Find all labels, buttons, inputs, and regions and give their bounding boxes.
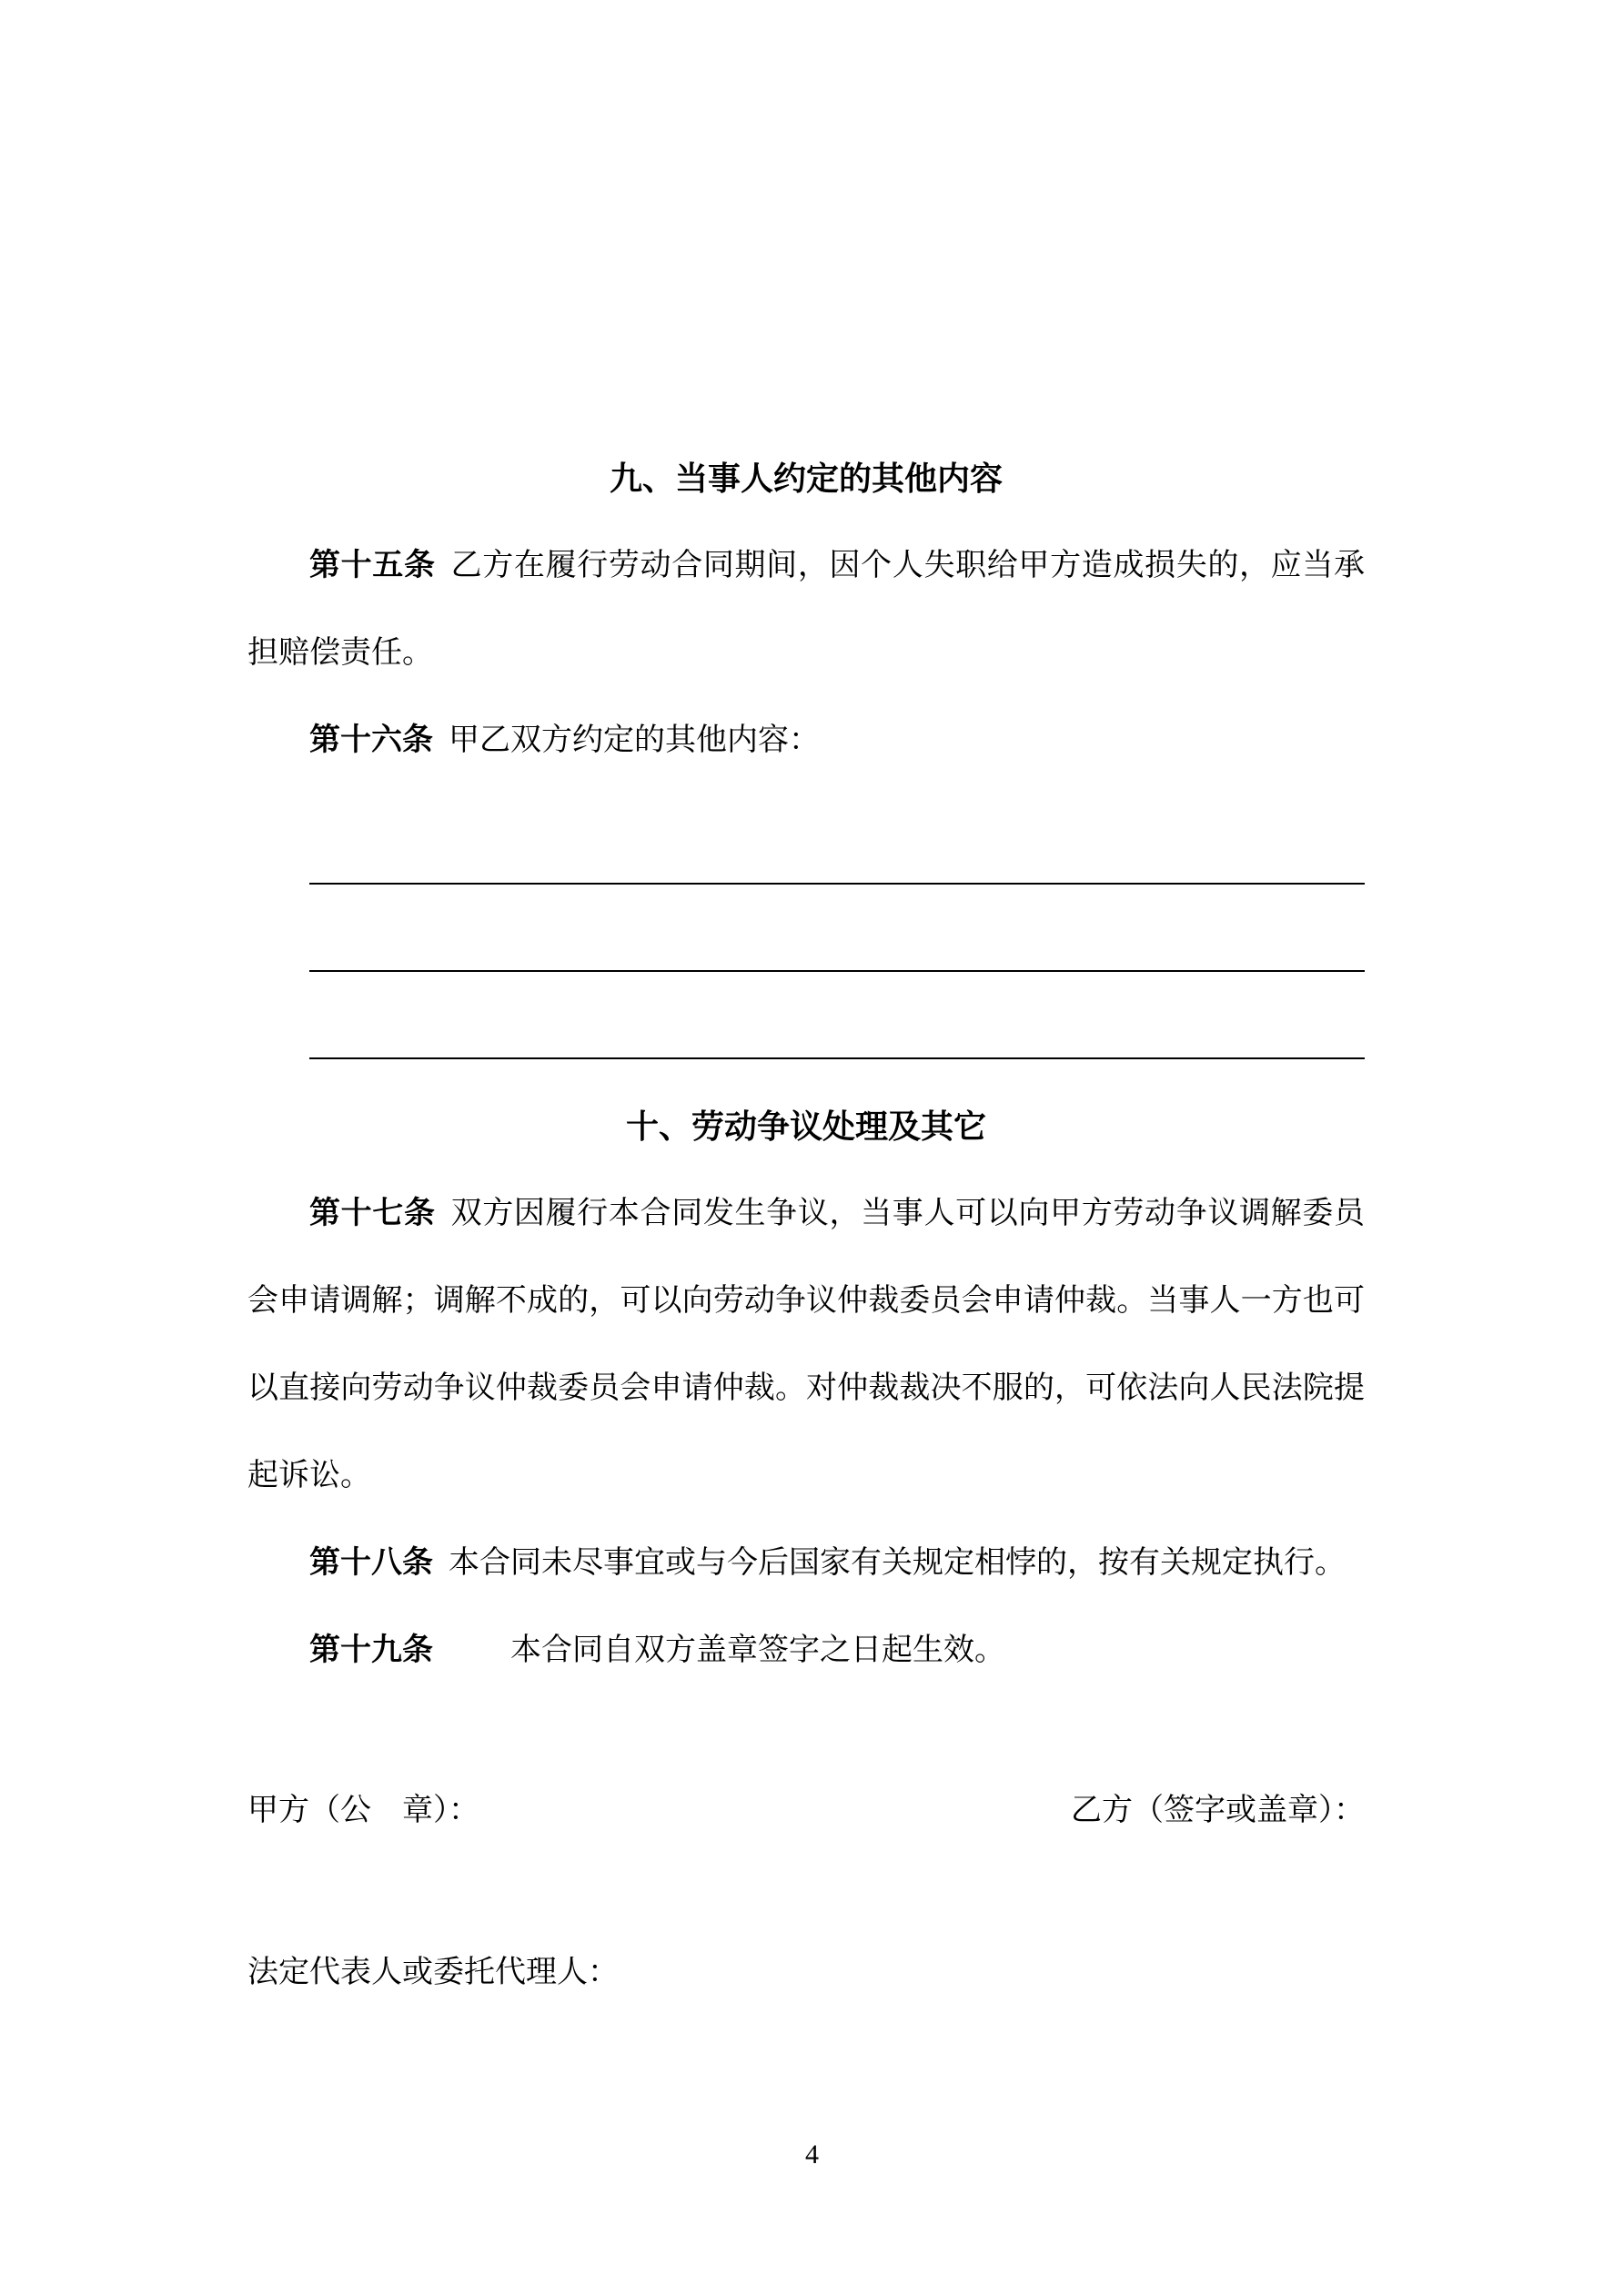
fill-in-area bbox=[247, 797, 1365, 1059]
article-15-text: 乙方在履行劳动合同期间，因个人失职给甲方造成损失的，应当承担赔偿责任。 bbox=[247, 549, 1365, 670]
fill-in-line-1 bbox=[309, 797, 1365, 885]
fill-in-line-2 bbox=[309, 885, 1365, 972]
article-19-label: 第十九条 bbox=[309, 1633, 433, 1667]
page-content bbox=[247, 435, 1365, 2017]
party-a-seal-label: 甲方（公 章）： bbox=[247, 1794, 479, 1827]
article-17-label: 第十七条 bbox=[309, 1197, 436, 1230]
section-10-heading: 十、劳动争议处理及其它 bbox=[625, 1108, 986, 1145]
paragraph-article-15 bbox=[247, 522, 1365, 697]
paragraph-article-16 bbox=[247, 697, 1365, 784]
paragraph-article-19 bbox=[247, 1607, 1365, 1694]
article-18-text: 本合同未尽事宜或与今后国家有关规定相悖的，按有关规定执行。 bbox=[449, 1546, 1346, 1580]
article-18-label: 第十八条 bbox=[309, 1546, 433, 1580]
article-15-label: 第十五条 bbox=[309, 549, 436, 582]
article-16-label: 第十六条 bbox=[309, 723, 433, 757]
signature-row bbox=[247, 1767, 1365, 1855]
paragraph-article-17 bbox=[247, 1170, 1365, 1520]
article-17-text: 双方因履行本合同发生争议，当事人可以向甲方劳动争议调解委员会申请调解；调解不成的，可以向劳动争议仲裁委员会申请仲裁。当事人一方也可以直接向劳动争议仲裁委员会申请仲裁。对仲裁裁决不服的，可依法向人民法院提起诉讼。 bbox=[247, 1197, 1365, 1492]
fill-in-line-3 bbox=[309, 972, 1365, 1059]
party-b-sign-label: 乙方（签字或盖章）： bbox=[1071, 1794, 1365, 1827]
article-19-text: 本合同自双方盖章签字之日起生效。 bbox=[449, 1633, 1005, 1667]
section-9-heading: 九、当事人约定的其他内容 bbox=[609, 460, 1003, 497]
paragraph-article-18 bbox=[247, 1520, 1365, 1607]
legal-representative-label: 法定代表人或委托代理人： bbox=[247, 1956, 619, 1989]
page-number: 4 bbox=[805, 2139, 819, 2170]
article-16-text: 甲乙双方约定的其他内容： bbox=[449, 723, 820, 757]
